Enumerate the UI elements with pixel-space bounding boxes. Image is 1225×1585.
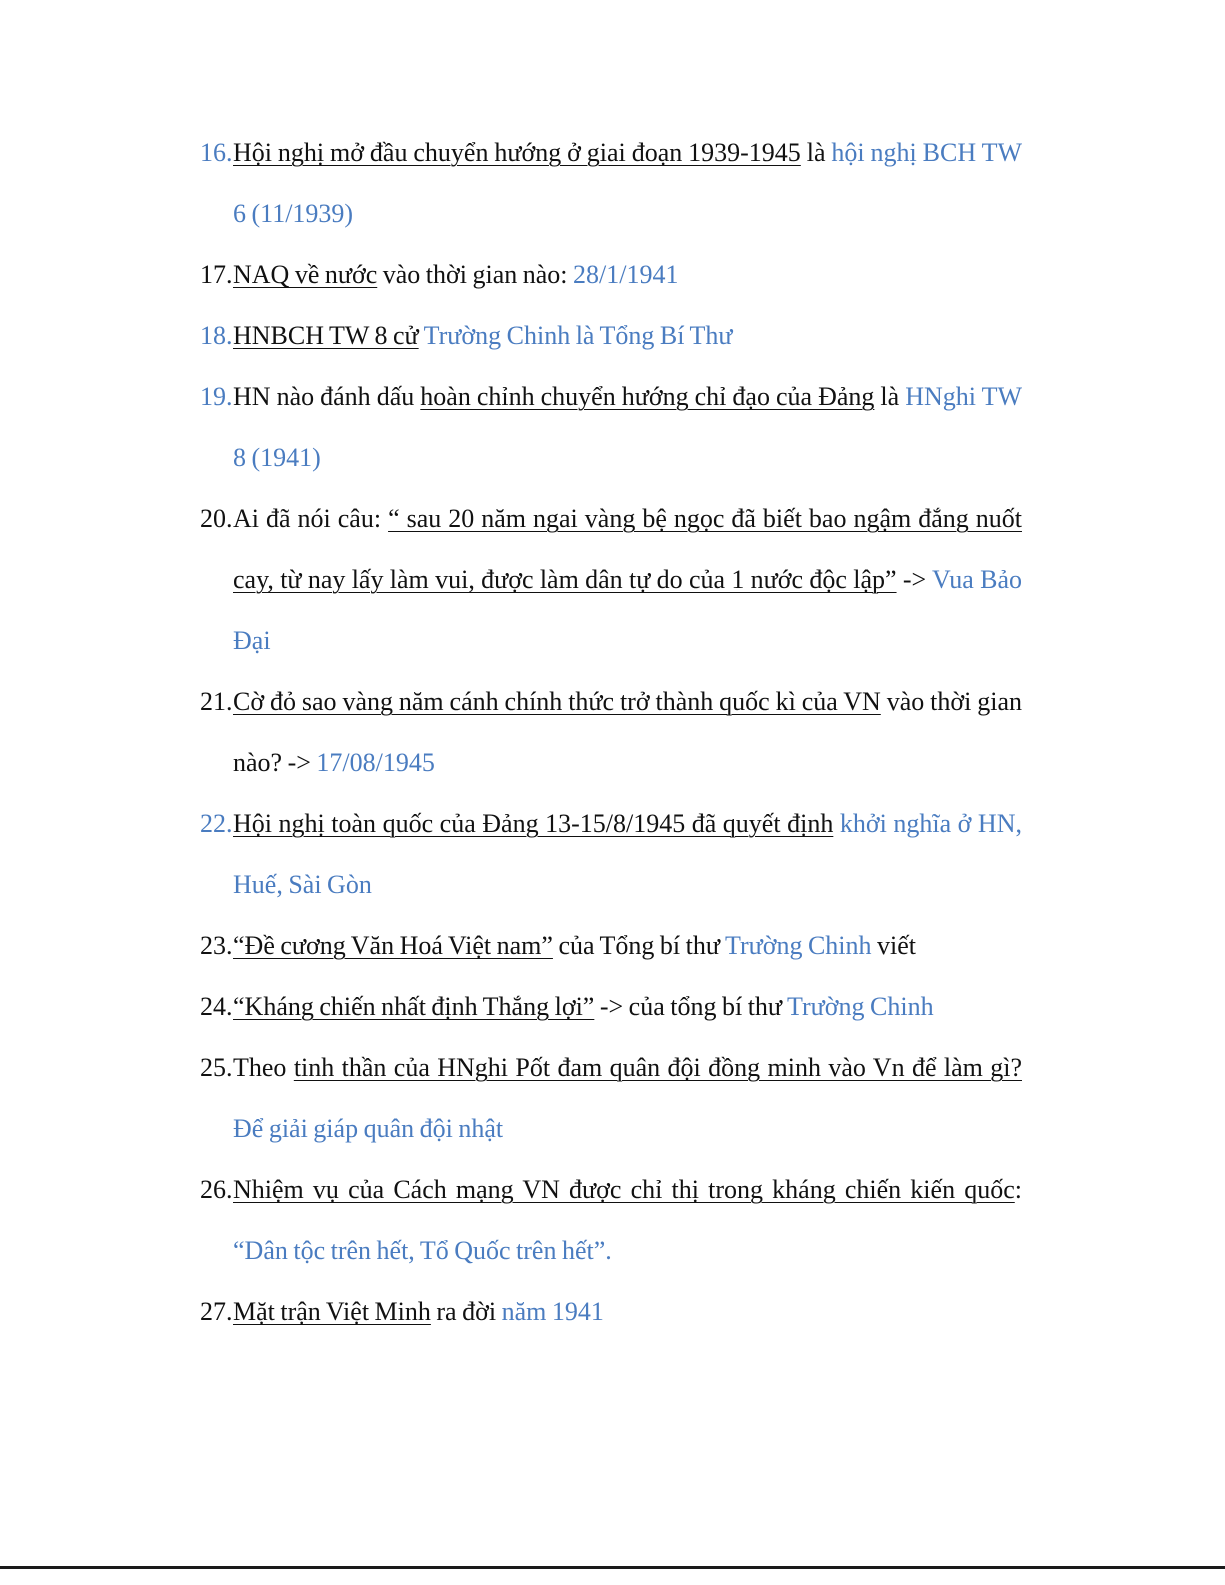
question-text: HNBCH TW 8 cử	[233, 321, 419, 350]
answer-text: 17/08/1945	[316, 748, 435, 777]
question-text: tinh thần của HNghi Pốt đam quân đội đồng minh vào Vn để làm gì?	[293, 1053, 1022, 1082]
answer-text: hội nghị BCH TW 6 (11/1939)	[233, 138, 1023, 228]
question-text: Cờ đỏ sao vàng năm cánh chính thức trở thành quốc kì của VN	[233, 687, 881, 716]
list-item	[200, 1159, 1022, 1281]
list-item	[200, 244, 1022, 305]
connector-text: ra đời	[430, 1297, 502, 1326]
answer-text: 28/1/1941	[573, 260, 679, 289]
connector-text: vào thời gian nào:	[377, 260, 574, 289]
question-text: hoàn chỉnh chuyển hướng chỉ đạo của Đảng	[420, 382, 875, 411]
answer-text: Vua Bảo Đại	[233, 565, 1023, 655]
bottom-rule	[0, 1566, 1225, 1569]
item-number: 19.	[200, 382, 233, 411]
question-text: “ sau 20 năm ngai vàng bệ ngọc đã biết bao ngậm đắng nuốt cay, từ nay lấy làm vui, được làm dân tự do của 1 nước độc lập”	[233, 504, 1022, 594]
list-item	[200, 1037, 1022, 1159]
item-number: 17.	[200, 260, 233, 289]
connector-text: viết	[871, 931, 917, 960]
connector-text: Theo	[233, 1053, 294, 1082]
question-text: NAQ về nước	[233, 260, 378, 289]
question-answer-list	[200, 122, 1022, 1342]
list-item	[200, 122, 1022, 244]
question-text: “Kháng chiến nhất định Thắng lợi”	[233, 992, 595, 1021]
item-number: 18.	[200, 321, 233, 350]
question-text: “Đề cương Văn Hoá Việt nam”	[233, 931, 553, 960]
question-text: Hội nghị mở đầu chuyển hướng ở giai đoạn 1939-1945	[233, 138, 801, 167]
question-text: Hội nghị toàn quốc của Đảng 13-15/8/1945 đã quyết định	[233, 809, 834, 838]
connector-text: của Tổng bí thư	[552, 931, 725, 960]
connector-text: :	[1014, 1175, 1022, 1204]
question-text: Mặt trận Việt Minh	[233, 1297, 431, 1326]
list-item	[200, 793, 1022, 915]
item-number: 24.	[200, 992, 233, 1021]
list-item	[200, 305, 1022, 366]
answer-text: Trường Chinh	[725, 931, 872, 960]
list-item	[200, 488, 1022, 671]
answer-text: Trường Chinh	[787, 992, 934, 1021]
list-item	[200, 671, 1022, 793]
item-number: 27.	[200, 1297, 233, 1326]
item-number: 20.	[200, 504, 233, 533]
list-item	[200, 976, 1022, 1037]
item-number: 23.	[200, 931, 233, 960]
connector-text: Ai đã nói câu:	[233, 504, 389, 533]
connector-text: -> của tổng bí thư	[594, 992, 788, 1021]
list-item	[200, 366, 1022, 488]
connector-text: HN nào đánh dấu	[233, 382, 421, 411]
answer-text: “Dân tộc trên hết, Tổ Quốc trên hết”.	[233, 1236, 612, 1265]
answer-text: năm 1941	[501, 1297, 604, 1326]
connector-text: vào thời gian nào? ->	[233, 687, 1023, 777]
connector-text: là	[800, 138, 832, 167]
answer-text: Để giải giáp quân đội nhật	[233, 1114, 504, 1143]
item-number: 16.	[200, 138, 233, 167]
answer-text: Trường Chinh là Tổng Bí Thư	[423, 321, 733, 350]
answer-text: HNghi TW 8 (1941)	[233, 382, 1022, 472]
item-number: 22.	[200, 809, 233, 838]
connector-text: là	[874, 382, 906, 411]
item-number: 26.	[200, 1175, 233, 1204]
list-item	[200, 915, 1022, 976]
item-number: 21.	[200, 687, 233, 716]
connector-text: ->	[896, 565, 933, 594]
item-number: 25.	[200, 1053, 233, 1082]
question-text: Nhiệm vụ của Cách mạng VN được chỉ thị trong kháng chiến kiến quốc	[233, 1175, 1015, 1204]
list-item	[200, 1281, 1022, 1342]
answer-text: khởi nghĩa ở HN, Huế, Sài Gòn	[233, 809, 1022, 899]
